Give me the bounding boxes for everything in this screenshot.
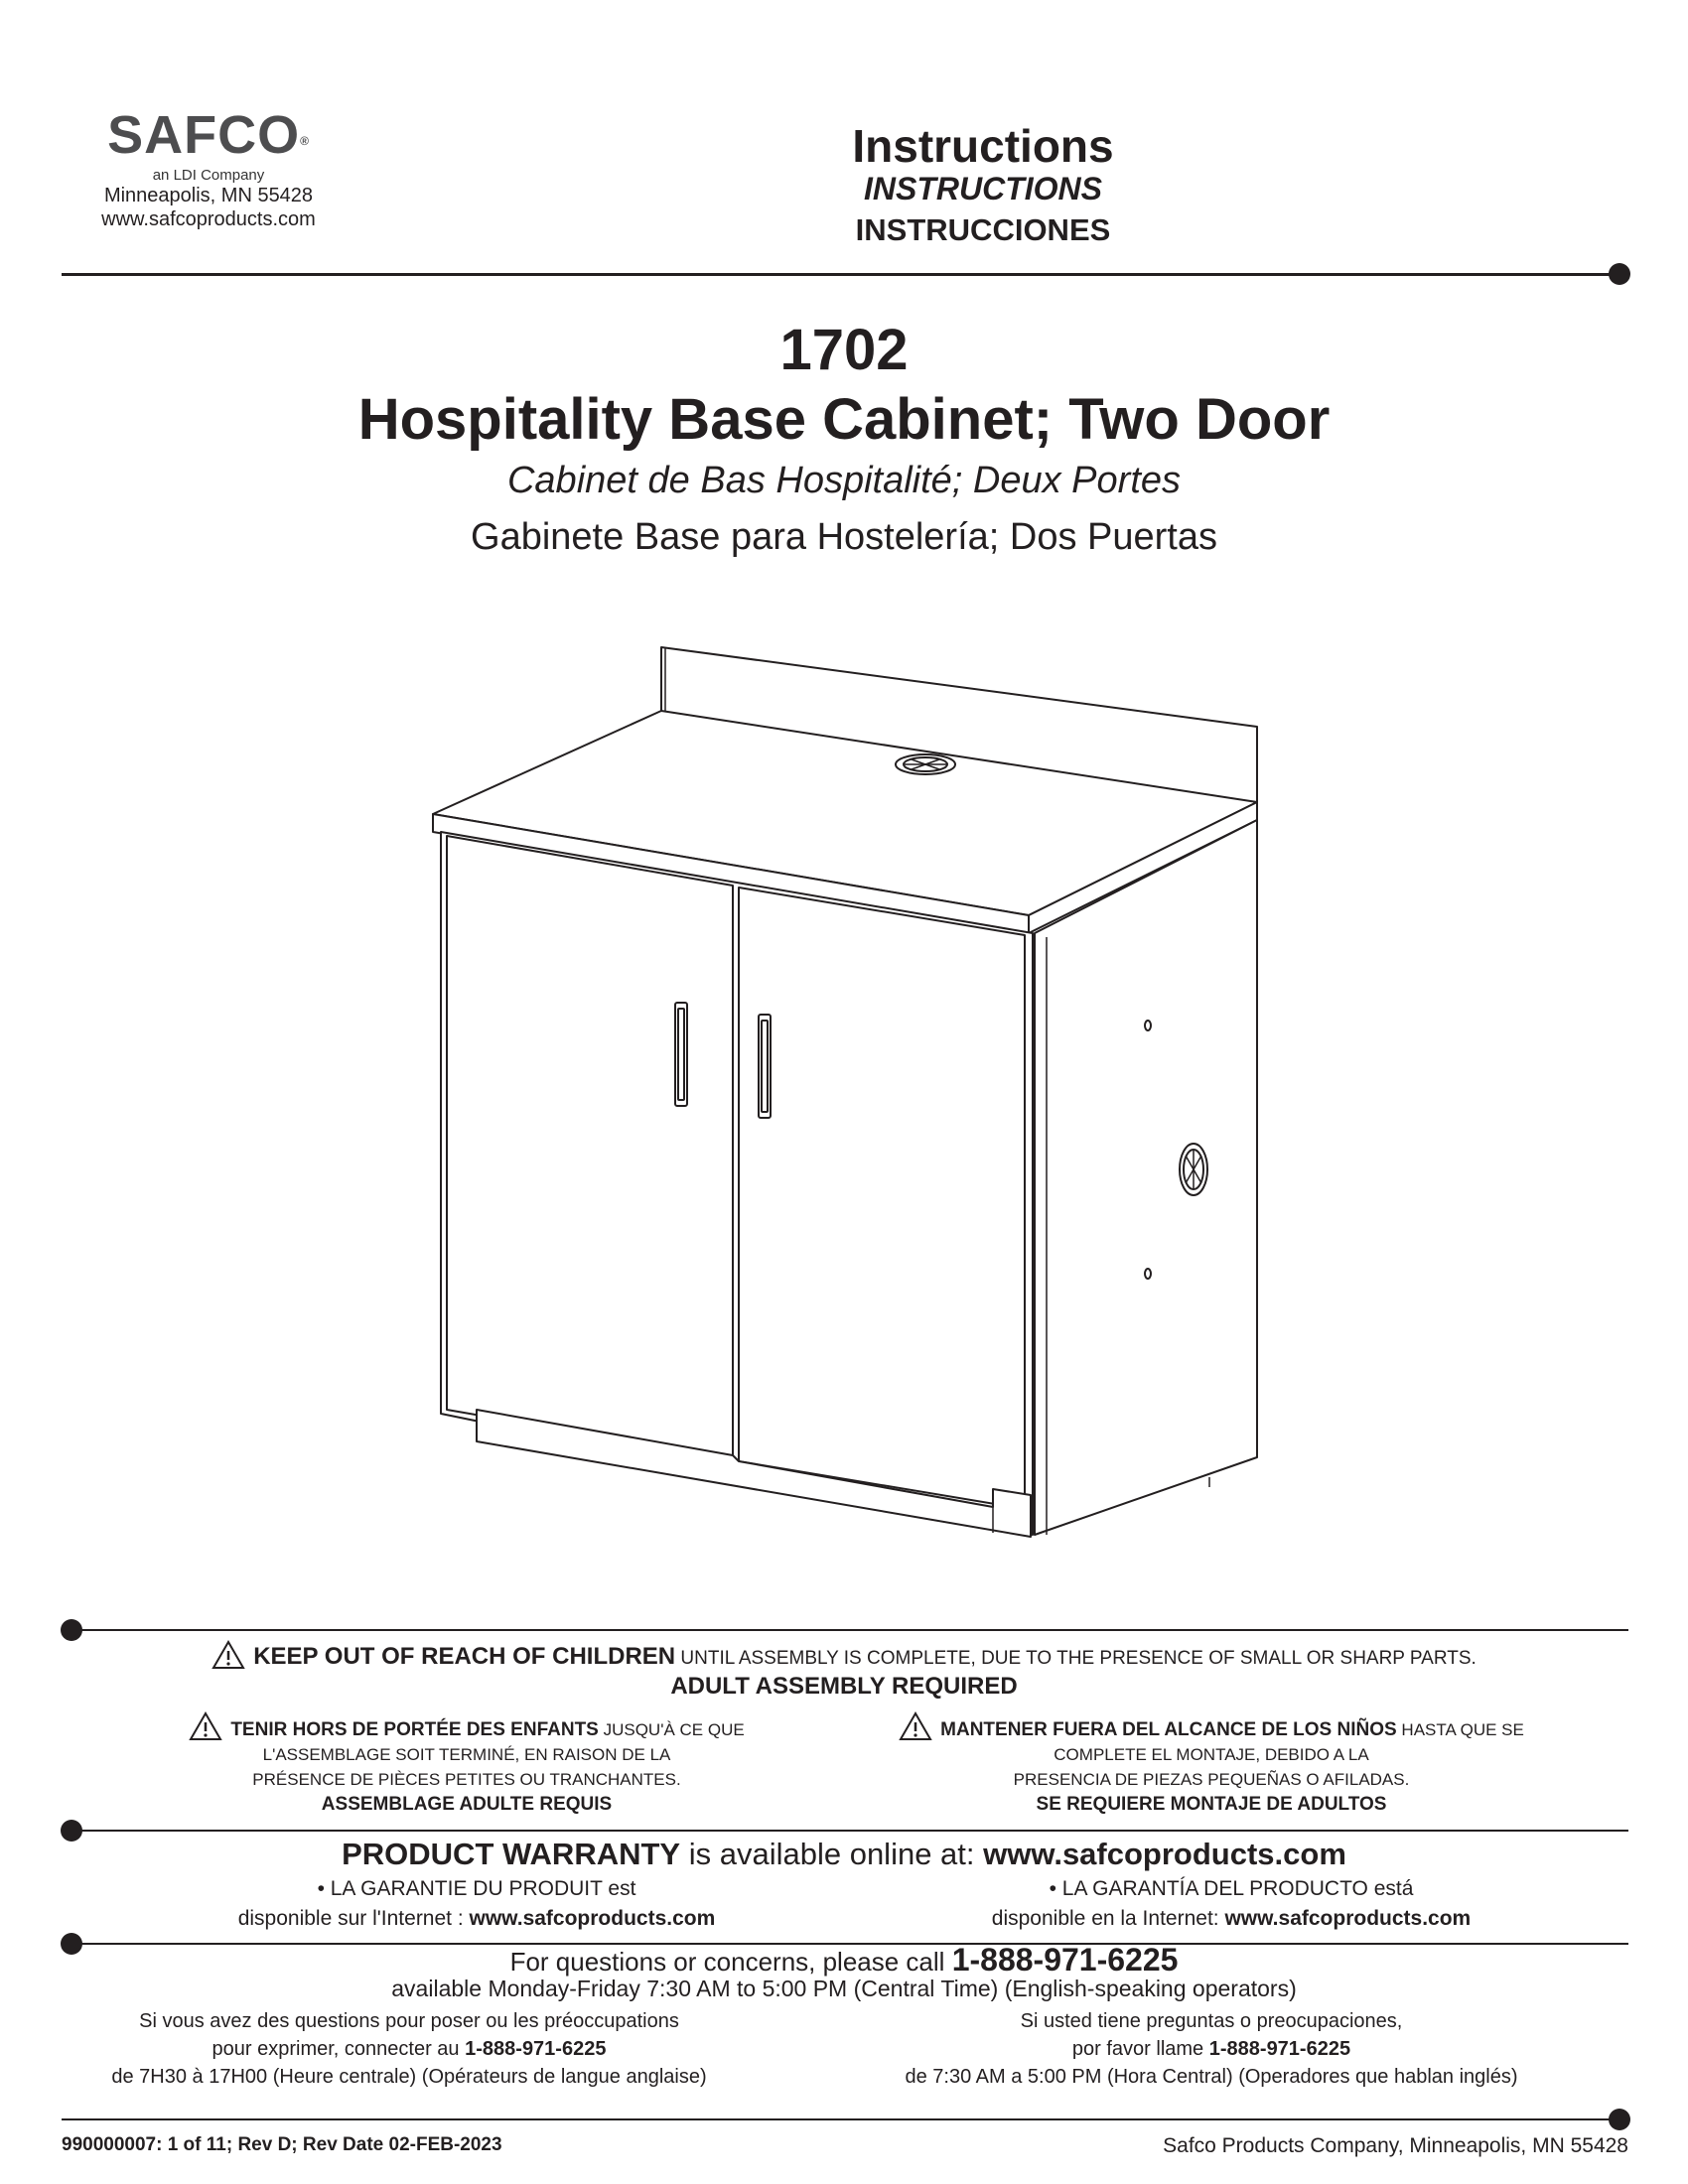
product-title-fr: Cabinet de Bas Hospitalité; Deux Portes [506,460,1182,501]
warning-es [864,1711,1559,1817]
warranty-rule [71,1830,1628,1832]
contact-phone[interactable]: 1-888-971-6225 [951,1942,1179,1978]
product-title-es: Gabinete Base para Hostelería; Dos Puertas [471,516,1217,558]
product-title-en: Hospitality Base Cabinet; Two Door [357,387,1331,452]
contact-es-line1: Si usted tiene preguntas o preocupaciones, [1020,2010,1403,2032]
instructions-en: Instructions [852,120,1114,172]
warning-main-bold: KEEP OUT OF REACH OF CHILDREN [253,1643,676,1670]
contact-rule [71,1943,1628,1945]
instructions-es: INSTRUCCIONES [855,212,1111,247]
warning-fr-bold: TENIR HORS DE PORTÉE DES ENFANTS [230,1719,599,1740]
warranty-fr [129,1874,824,1934]
warning-triangle-icon [211,1640,245,1670]
warning-es-bold: MANTENER FUERA DEL ALCANCE DE LOS NIÑOS [940,1719,1397,1740]
warning-fr [119,1711,814,1817]
warning-es-line3: PRESENCIA DE PIEZAS PEQUEÑAS O AFILADAS. [1013,1770,1410,1789]
company-subtitle: an LDI Company [152,167,265,184]
warning-fr-text: JUSQU'À CE QUE [598,1720,745,1739]
warranty-fr-link[interactable]: www.safcoproducts.com [469,1907,716,1930]
header-rule [62,273,1618,276]
contact-es-phone[interactable]: 1-888-971-6225 [1208,2038,1351,2060]
contact-fr-line1: Si vous avez des questions pour poser ou les préoccupations [139,2010,679,2032]
warranty-fr-line1: • LA GARANTIE DU PRODUIT est [317,1877,636,1900]
warning-fr-line3: PRÉSENCE DE PIÈCES PETITES OU TRANCHANTES. [252,1770,681,1789]
warranty-es-line2: disponible en la Internet: [991,1907,1225,1930]
contact-lead: For questions or concerns, please call [509,1947,952,1977]
footer-company: Safco Products Company, Minneapolis, MN 55428 [1163,2134,1628,2157]
contact-es [864,2007,1559,2091]
warranty-fr-line2: disponible sur l'Internet : [237,1907,470,1930]
contact-fr-phone[interactable]: 1-888-971-6225 [465,2038,607,2060]
warning-es-line2: COMPLETE EL MONTAJE, DEBIDO A LA [1054,1745,1369,1764]
warranty-link[interactable]: www.safcoproducts.com [983,1837,1346,1871]
company-website: www.safcoproducts.com [101,208,316,230]
adult-assembly-fr: ASSEMBLAGE ADULTE REQUIS [321,1794,613,1815]
contact-fr [62,2007,757,2091]
company-logo-block [79,107,338,231]
instructions-fr: INSTRUCTIONS [864,171,1102,206]
contact-fr-line2: pour exprimer, connecter au [211,2038,466,2060]
warning-triangle-icon [189,1711,222,1741]
warranty-es-line1: • LA GARANTÍA DEL PRODUCTO está [1049,1877,1414,1900]
contact-main [0,1942,1688,1978]
document-info: 990000007: 1 of 11; Rev D; Rev Date 02-FEB-2023 [62,2134,502,2155]
warning-es-text: HASTA QUE SE [1396,1720,1524,1739]
warranty-es-link[interactable]: www.safcoproducts.com [1224,1907,1472,1930]
footer-rule-dot [1609,2109,1630,2130]
contact-es-line3: de 7:30 AM a 5:00 PM (Hora Central) (Operadores que hablan inglés) [905,2066,1518,2088]
cabinet-illustration [417,635,1271,1578]
warnings-rule [71,1629,1628,1631]
warranty-main [0,1835,1688,1874]
contact-es-line2: por favor llame [1071,2038,1209,2060]
adult-assembly-es: SE REQUIERE MONTAJE DE ADULTOS [1036,1794,1387,1815]
company-city: Minneapolis, MN 55428 [103,185,314,206]
warning-main-text: UNTIL ASSEMBLY IS COMPLETE, DUE TO THE PRESENCE OF SMALL OR SHARP PARTS. [675,1648,1477,1669]
warning-fr-line2: L'ASSEMBLAGE SOIT TERMINÉ, EN RAISON DE LA [262,1745,671,1764]
warranty-es [884,1874,1579,1934]
footer-rule [62,2118,1618,2120]
warnings-rule-dot [61,1619,82,1641]
model-number: 1702 [779,318,909,382]
warning-triangle-icon [899,1711,932,1741]
warranty-text: is available online at: [680,1837,984,1871]
contact-hours: available Monday-Friday 7:30 AM to 5:00 PM (Central Time) (English-speaking operators) [391,1976,1297,2001]
header-rule-dot [1609,263,1630,285]
safco-logo: SAFCO® [107,105,310,165]
instructions-heading [784,121,1182,254]
warning-main [60,1640,1628,1674]
adult-assembly-en: ADULT ASSEMBLY REQUIRED [670,1673,1018,1700]
warranty-bold: PRODUCT WARRANTY [342,1837,681,1871]
contact-fr-line3: de 7H30 à 17H00 (Heure centrale) (Opérateurs de langue anglaise) [111,2066,707,2088]
